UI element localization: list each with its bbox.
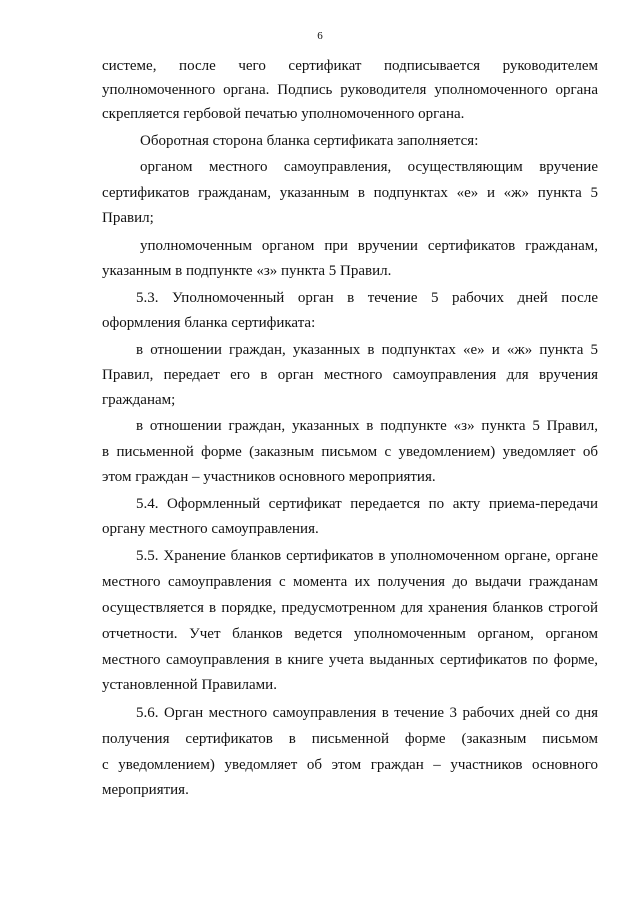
text-line: 5.6. Орган местного самоуправления в течение 3 рабочих дней со дня <box>136 705 598 721</box>
text-line: 5.4. Оформленный сертификат передается по акту приема-передачи <box>136 496 598 512</box>
text-line: скрепляется гербовой печатью уполномоченного органа. <box>102 106 465 122</box>
text-line: отчетности. Учет бланков ведется уполномоченным органом, органом <box>102 626 598 642</box>
text-line: органу местного самоуправления. <box>102 521 319 537</box>
text-line: оформления бланка сертификата: <box>102 315 316 331</box>
text-line: системе, после чего сертификат подписывается руководителем <box>102 58 598 74</box>
text-line: Оборотная сторона бланка сертификата заполняется: <box>140 133 479 149</box>
text-line: органом местного самоуправления, осуществляющим вручение <box>140 159 598 175</box>
text-line: этом граждан – участников основного мероприятия. <box>102 469 436 485</box>
text-line: в письменной форме (заказным письмом с уведомлением) уведомляет об <box>102 444 598 460</box>
text-line: местного самоуправления в книге учета выданных сертификатов по форме, <box>102 652 598 668</box>
text-line: в отношении граждан, указанных в подпунктах «е» и «ж» пункта 5 <box>136 342 598 358</box>
text-line: установленной Правилами. <box>102 677 277 693</box>
text-line: в отношении граждан, указанных в подпункте «з» пункта 5 Правил, <box>136 418 598 434</box>
text-line: местного самоуправления с момента их получения до выдачи гражданам <box>102 574 598 590</box>
text-line: 5.3. Уполномоченный орган в течение 5 рабочих дней после <box>136 290 598 306</box>
text-line: получения сертификатов в письменной форме (заказным письмом <box>102 731 598 747</box>
text-line: мероприятия. <box>102 782 189 798</box>
text-line: Правил, передает его в орган местного самоуправления для вручения <box>102 367 598 383</box>
text-line: с уведомлением) уведомляет об этом граждан – участников основного <box>102 757 598 773</box>
text-line: уполномоченного органа. Подпись руководителя уполномоченного органа <box>102 82 598 98</box>
text-line: указанным в подпункте «з» пункта 5 Правил. <box>102 263 392 279</box>
page-number: 6 <box>317 30 323 42</box>
text-line: осуществляется в порядке, предусмотренном для хранения бланков строгой <box>102 600 598 616</box>
text-line: уполномоченным органом при вручении сертификатов гражданам, <box>140 238 598 254</box>
text-line: гражданам; <box>102 392 176 408</box>
text-line: 5.5. Хранение бланков сертификатов в уполномоченном органе, органе <box>136 548 598 564</box>
text-line: Правил; <box>102 210 154 226</box>
text-line: сертификатов гражданам, указанным в подпунктах «е» и «ж» пункта 5 <box>102 185 598 201</box>
